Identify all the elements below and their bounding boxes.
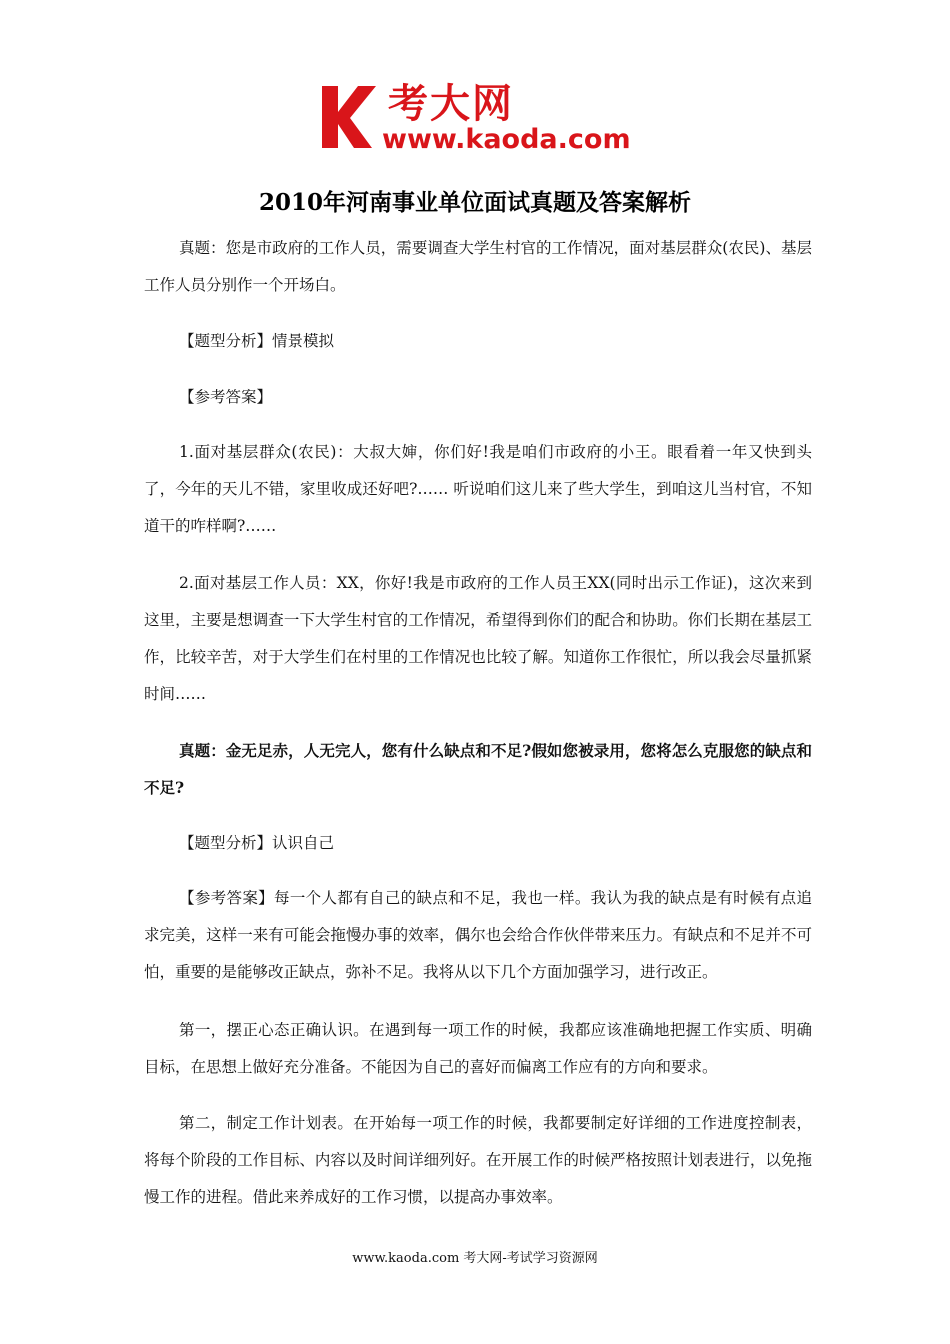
answer-1-point-1: 1.面对基层群众(农民)：大叔大婶，你们好!我是咱们市政府的小王。眼看着一年又快到头了，今年的天儿不错，家里收成还好吧?…… 听说咱们这儿来了些大学生，到咱这儿当村官，不知道干的咋样啊?……: [144, 443, 812, 535]
answer-1-point-2: 2.面对基层工作人员：XX，你好!我是市政府的工作人员王XX(同时出示工作证)，这次来到这里，主要是想调查一下大学生村官的工作情况，希望得到你们的配合和协助。你们长期在基层工作，比较辛苦，对于大学生们在村里的工作情况也比较了解。知道你工作很忙，所以我会尽量抓紧时间……: [144, 574, 812, 703]
page-footer: www.kaoda.com 考大网-考试学习资源网: [352, 1251, 598, 1266]
logo-chinese-name: 考大网: [388, 81, 514, 127]
answer-2-intro: 【参考答案】每一个人都有自己的缺点和不足，我也一样。我认为我的缺点是有时候有点追求完美，这样一来有可能会拖慢办事的效率，偶尔也会给合作伙伴带来压力。有缺点和不足并不可怕，重要的是能够改正缺点，弥补不足。我将从以下几个方面加强学习，进行改正。: [144, 889, 812, 981]
logo-url: www.kaoda.com: [382, 124, 631, 155]
question-1-answer-heading: 【参考答案】: [179, 388, 273, 406]
page-title: 2010年河南事业单位面试真题及答案解析: [258, 189, 691, 216]
kaoda-logo: [318, 82, 638, 154]
answer-2-point-1: 第一，摆正心态正确认识。在遇到每一项工作的时候，我都应该准确地把握工作实质、明确目标，在思想上做好充分准备。不能因为自己的喜好而偏离工作应有的方向和要求。: [144, 1021, 812, 1076]
question-2: 真题：金无足赤，人无完人，您有什么缺点和不足?假如您被录用，您将怎么克服您的缺点和不足?: [144, 741, 812, 797]
answer-2-point-2: 第二，制定工作计划表。在开始每一项工作的时候，我都要制定好详细的工作进度控制表，将每个阶段的工作目标、内容以及时间详细列好。在开展工作的时候严格按照计划表进行，以免拖慢工作的进程。借此来养成好的工作习惯，以提高办事效率。: [144, 1114, 812, 1206]
question-2-type: 【题型分析】认识自己: [179, 834, 335, 852]
question-1: 真题：您是市政府的工作人员，需要调查大学生村官的工作情况，面对基层群众(农民)、基层工作人员分别作一个开场白。: [144, 239, 812, 294]
k-logo-icon: [318, 82, 388, 152]
question-1-type: 【题型分析】情景模拟: [179, 332, 335, 350]
